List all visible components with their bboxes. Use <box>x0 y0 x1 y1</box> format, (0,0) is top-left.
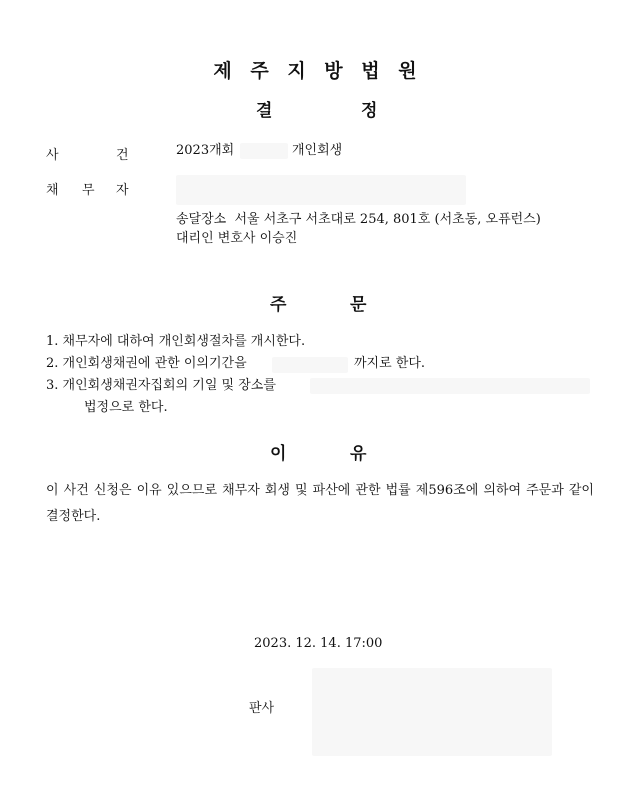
order-heading-char-2: 문 <box>350 295 367 315</box>
judge-label: 판사 <box>249 701 275 716</box>
case-number: 2023개회 <box>176 143 235 158</box>
order-heading-char-1: 주 <box>270 295 287 315</box>
service-address-label: 송달장소 <box>176 212 227 227</box>
order-number: 2. <box>46 356 59 371</box>
order-item-1 <box>46 331 305 353</box>
order-text: 채무자에 대하여 개인회생절차를 개시한다. <box>62 334 306 349</box>
debtor-label-char-1: 채 <box>46 183 59 198</box>
redacted-case-digits <box>240 143 288 159</box>
decision-date: 2023. 12. 14. 17:00 <box>254 636 383 651</box>
reason-heading-char-2: 유 <box>350 444 367 464</box>
redacted-judge-name <box>312 668 552 756</box>
debtor-label-char-3: 자 <box>116 183 129 198</box>
doc-type-char-1: 결 <box>256 101 273 121</box>
redacted-meeting-date <box>310 378 590 394</box>
order-text: 개인회생채권자집회의 기일 및 장소를 <box>62 378 276 393</box>
case-label-char-2: 건 <box>116 148 129 163</box>
order-text-after: 까지로 한다. <box>354 356 426 371</box>
redacted-objection-period <box>272 357 348 373</box>
order-item-3 <box>46 375 276 397</box>
doc-type-char-2: 정 <box>361 101 378 121</box>
order-number: 1. <box>46 334 59 349</box>
case-type: 개인회생 <box>292 143 343 158</box>
reason-text: 이 사건 신청은 이유 있으므로 채무자 회생 및 파산에 관한 법률 제596조에 의하여 주문과 같이 결정한다. <box>46 483 594 524</box>
order-item-3-continuation: 법정으로 한다. <box>84 400 168 415</box>
order-number: 3. <box>46 378 59 393</box>
order-item-2 <box>46 353 247 375</box>
reason-heading-char-1: 이 <box>270 444 287 464</box>
service-address: 서울 서초구 서초대로 254, 801호 (서초동, 오퓨런스) <box>234 212 541 227</box>
case-label-char-1: 사 <box>46 148 59 163</box>
redacted-debtor-info <box>176 175 466 205</box>
order-text-before: 개인회생채권에 관한 이의기간을 <box>62 356 247 371</box>
court-name: 제 주 지 방 법 원 <box>213 60 419 82</box>
debtor-agent: 대리인 변호사 이승진 <box>176 231 298 246</box>
debtor-label-char-2: 무 <box>82 183 95 198</box>
